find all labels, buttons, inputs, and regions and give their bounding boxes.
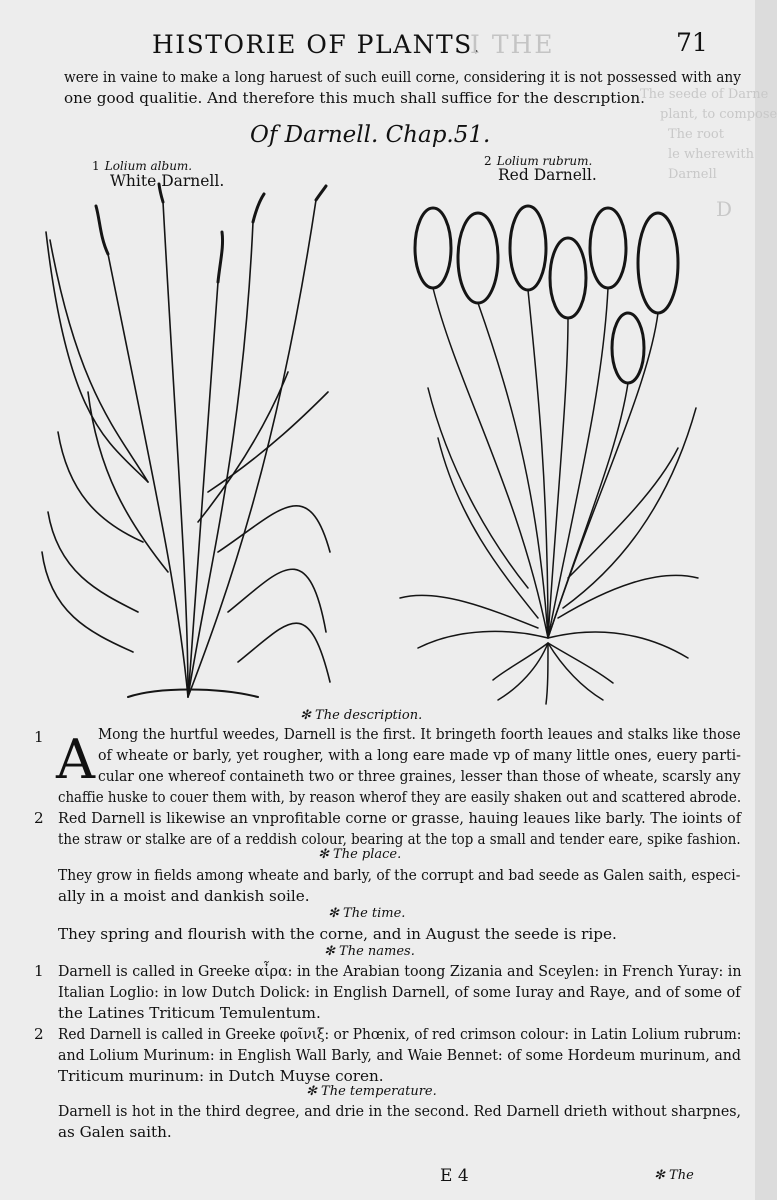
show-through-text: I THE <box>470 30 555 59</box>
bleed-line: D <box>716 197 733 221</box>
names-line: Triticum murinum: in Dutch Muyse coren. <box>58 1067 384 1085</box>
figure-latin-name: Lolium album. <box>104 159 193 173</box>
section-heading-temperature: ✻ The temperature. <box>306 1084 437 1099</box>
place-line: ally in a moist and dankish soile. <box>58 887 310 905</box>
section-heading-names: ✻ The names. <box>324 944 415 959</box>
paragraph-marker: 2 <box>34 1025 44 1043</box>
intro-line: were in vaine to make a long haruest of such euill corne, considering it is not possessed with any <box>64 68 741 86</box>
signature-mark: E 4 <box>440 1166 469 1186</box>
temperature-line: as Galen saith. <box>58 1123 172 1141</box>
place-line: They grow in fields among wheate and barly, of the corrupt and bad seede as Galen saith, especi- <box>58 866 741 884</box>
chapter-title: Of Darnell. Chap.51. <box>250 122 491 148</box>
white-darnell-woodcut <box>38 192 334 708</box>
bleed-line: Darnell <box>668 167 717 182</box>
section-heading-description: ✻ The description. <box>300 708 423 723</box>
temperature-line: Darnell is hot in the third degree, and drie in the second. Red Darnell drieth without sharpnes, <box>58 1102 742 1120</box>
description-line: Red Darnell is likewise an vnprofitable corne or grasse, hauing leaues like barly. The ioints of <box>58 809 742 827</box>
names-line: and Lolium Murinum: in English Wall Barly, and Waie Bennet: of some Hordeum murinum, and <box>58 1046 742 1064</box>
figure-number: 1 <box>92 159 100 173</box>
paragraph-marker: 1 <box>34 728 44 746</box>
catchword: ✻ The <box>654 1168 694 1183</box>
section-heading-place: ✻ The place. <box>318 847 402 862</box>
paragraph-marker: 1 <box>34 962 44 980</box>
intro-line: one good qualitie. And therefore this much shall suffice for the descrıption. <box>64 89 645 107</box>
bleed-line: The root <box>668 127 724 142</box>
names-line: Darnell is called in Greeke αἶρα: in the Arabian toong Zizania and Sceylen: in French Yuray: in <box>58 962 742 980</box>
names-line: the Latines Triticum Temulentum. <box>58 1004 321 1022</box>
names-line: Red Darnell is called in Greeke φοῖνιξ: or Phœnix, of red crimson colour: in Latin Lolium rubrum: <box>58 1025 742 1043</box>
description-line: Mong the hurtful weedes, Darnell is the first. It bringeth foorth leaues and stalks like those <box>98 725 741 743</box>
figure-english-name: White Darnell. <box>110 172 225 190</box>
bleed-line: The seede of Darne <box>640 87 769 102</box>
description-line: chaffie huske to couer them with, by reason wherof they are easily shaken out and scattered abrode. <box>58 788 742 806</box>
figure-number: 2 <box>484 154 492 168</box>
red-darnell-woodcut <box>398 188 704 706</box>
figure-latin-name: Lolium rubrum. <box>496 154 593 168</box>
names-line: Italian Loglio: in low Dutch Dolick: in English Darnell, of some Iuray and Raye, and of some of <box>58 983 741 1001</box>
paragraph-marker: 2 <box>34 809 44 827</box>
drop-capital: A <box>56 728 95 791</box>
figure-english-name: Red Darnell. <box>498 166 597 184</box>
description-line: of wheate or barly, yet rougher, with a long eare made vp of many little ones, euery parti- <box>98 746 741 764</box>
time-line: They spring and flourish with the corne, and in August the seede is ripe. <box>58 925 617 943</box>
description-line: cular one whereof containeth two or three graines, lesser than those of wheate, scarsly any <box>98 767 741 785</box>
description-line: the straw or stalke are of a reddish colour, bearing at the top a small and tender eare, spike fashion. <box>58 830 741 848</box>
page-number: 71 <box>676 28 708 57</box>
section-heading-time: ✻ The time. <box>328 906 406 921</box>
running-head: HISTORIE OF PLANTS. <box>152 30 482 59</box>
bleed-line: plant, to compose <box>660 107 777 122</box>
bleed-line: le wherewith <box>668 147 754 162</box>
